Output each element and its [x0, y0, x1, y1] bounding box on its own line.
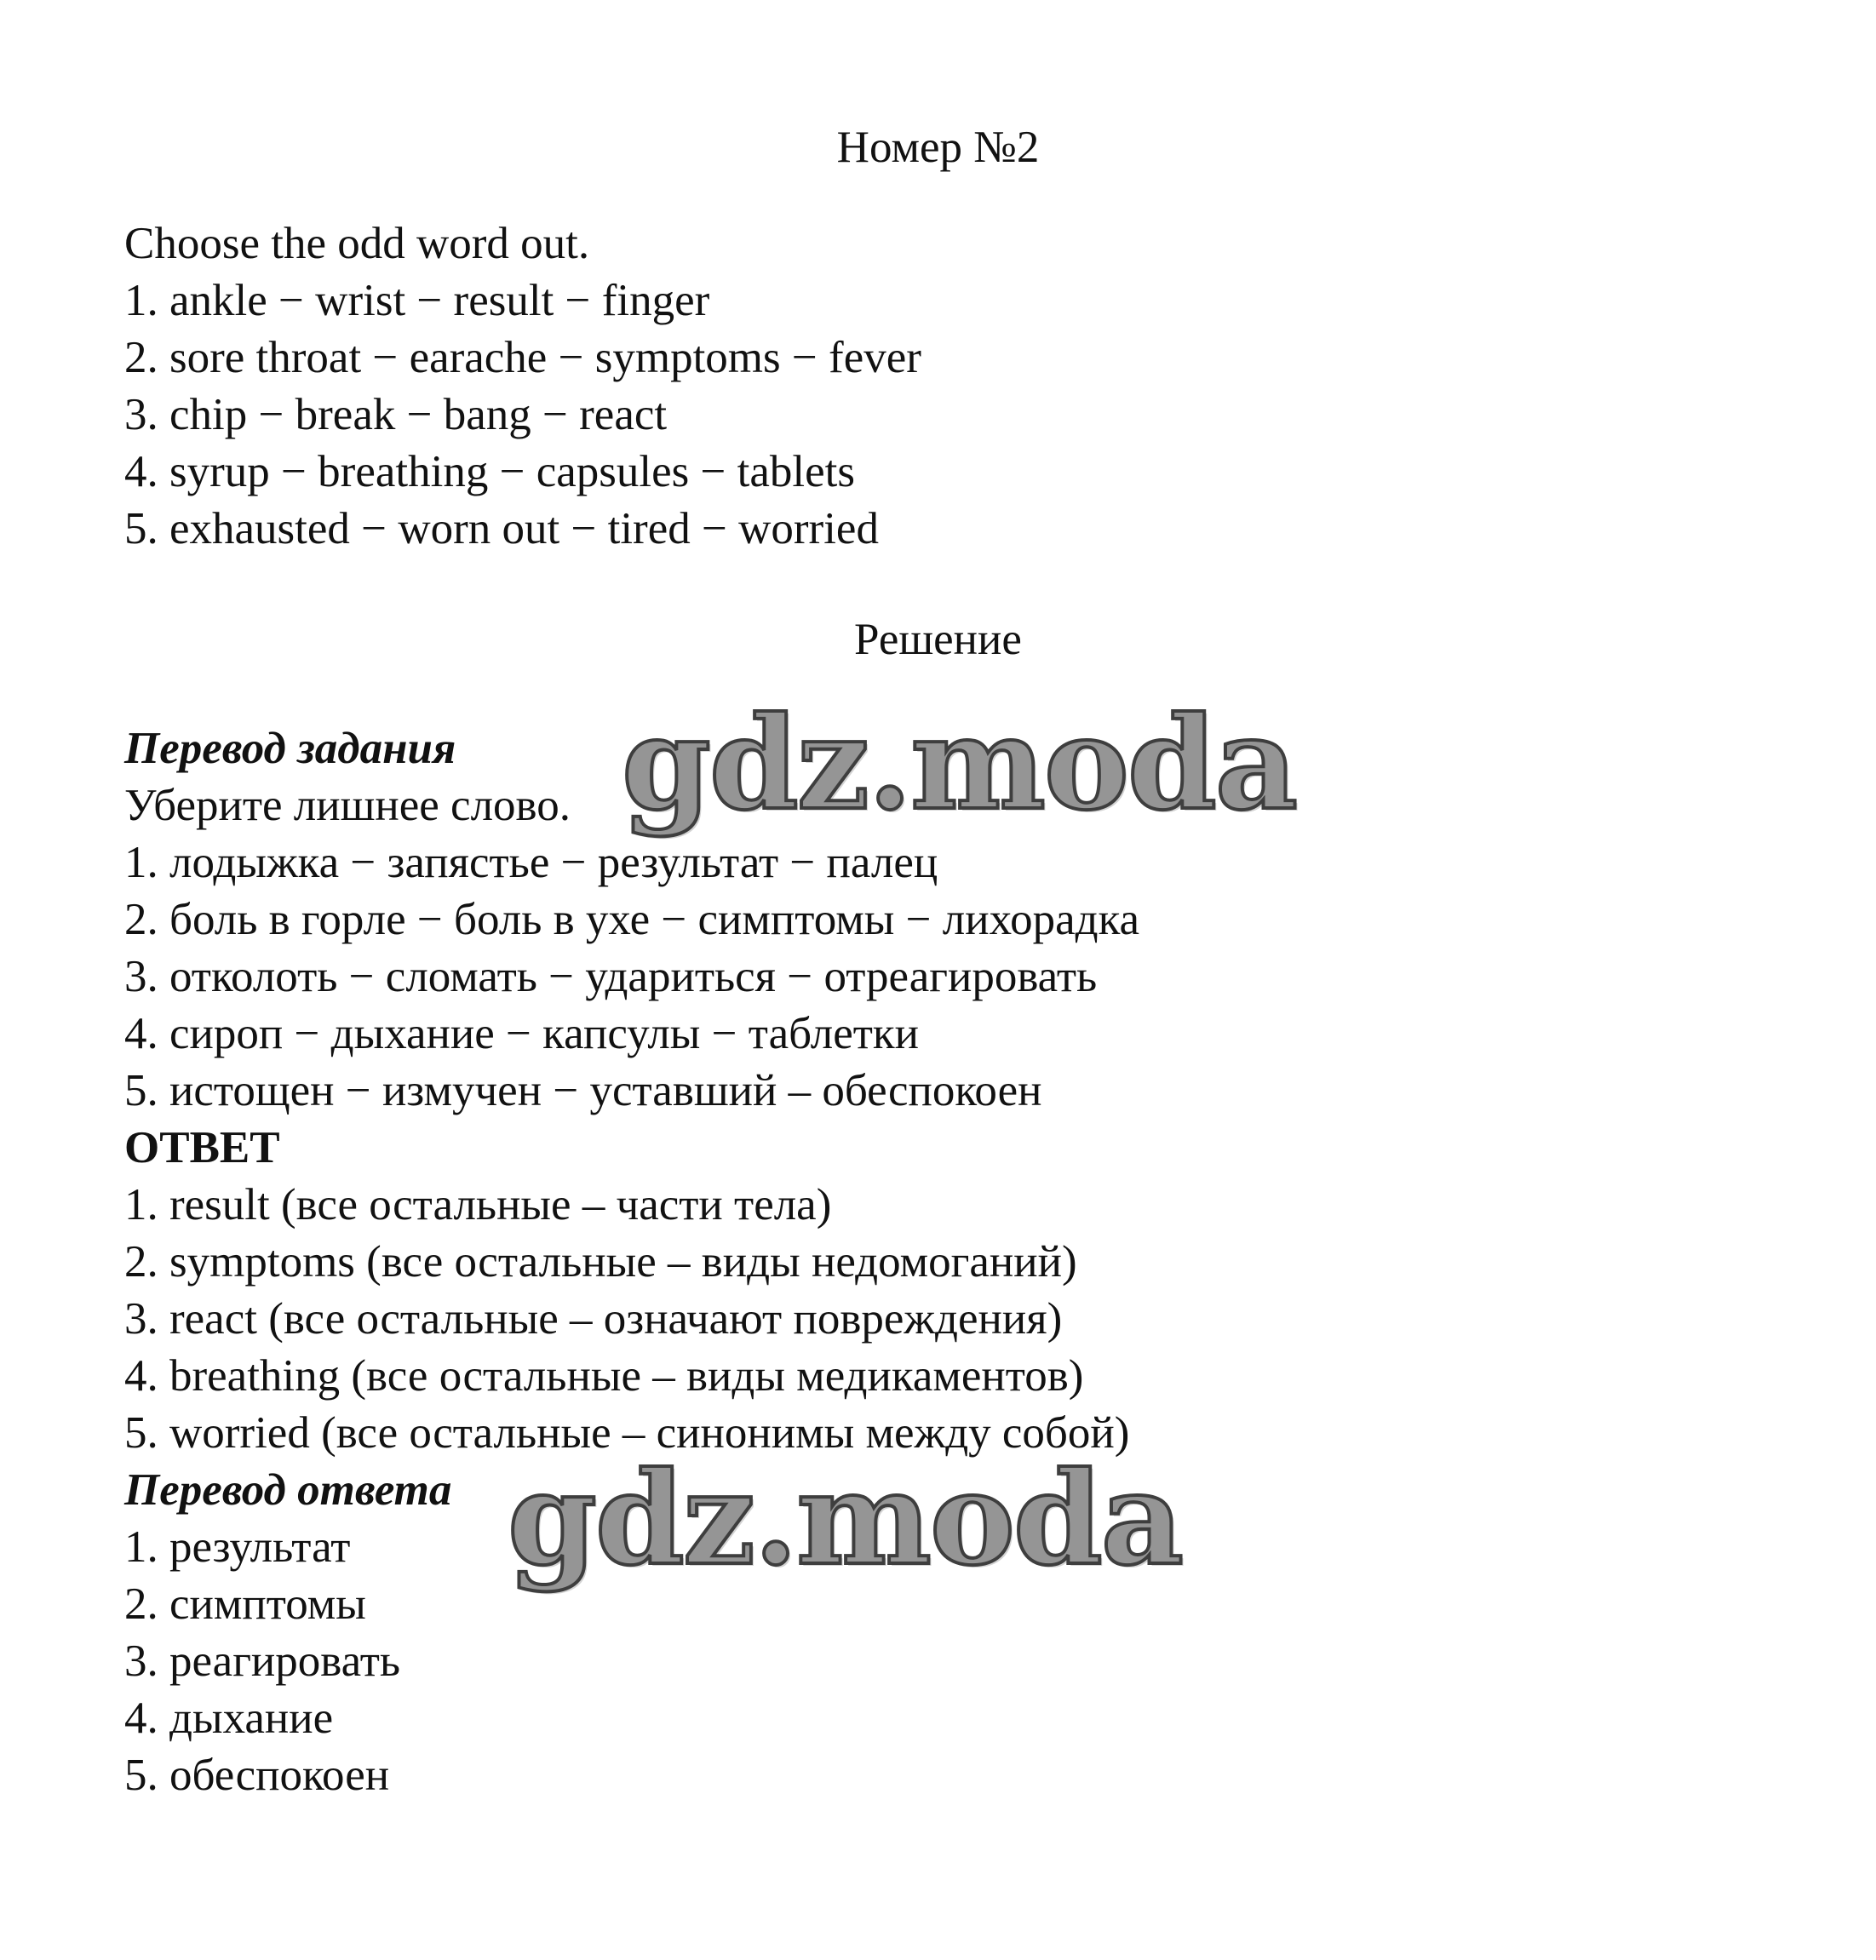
task-item: 3. chip − break − bang − react	[124, 390, 668, 439]
task-instruction: Choose the odd word out.	[124, 219, 590, 268]
task-translation-item: 4. сироп − дыхание − капсулы − таблетки	[124, 1009, 919, 1058]
task-translation-item: 5. истощен − измучен − уставший – обеспокоен	[124, 1066, 1042, 1115]
answer-heading: ОТВЕТ	[124, 1123, 280, 1172]
task-item: 1. ankle − wrist − result − finger	[124, 276, 710, 325]
task-translation-instruction: Уберите лишнее слово.	[124, 781, 571, 830]
answer-translation-item: 3. реагировать	[124, 1636, 401, 1686]
task-item: 5. exhausted − worn out − tired − worried	[124, 504, 879, 553]
answer-translation-heading: Перевод ответа	[124, 1465, 452, 1515]
solution-section	[124, 720, 1785, 1804]
task-translation-item: 3. отколоть − сломать − удариться − отреагировать	[124, 952, 1098, 1001]
watermark-logo: gdz.moda	[622, 689, 1297, 839]
task-translation-item: 1. лодыжка − запястье − результат − палец	[124, 838, 938, 887]
answer-translation-item: 1. результат	[124, 1522, 351, 1572]
answer-translation-item: 2. симптомы	[124, 1579, 366, 1629]
task-item: 2. sore throat − earache − symptoms − fever	[124, 333, 921, 382]
answer-translation-item: 4. дыхание	[124, 1694, 334, 1743]
answer-item: 1. result (все остальные – части тела)	[124, 1180, 832, 1229]
watermark-logo: gdz.moda	[508, 1444, 1183, 1594]
task-translation-item: 2. боль в горле − боль в ухе − симптомы − лихорадка	[124, 895, 1140, 944]
answer-translation-item: 5. обеспокоен	[124, 1751, 390, 1800]
answer-item: 3. react (все остальные – означают повреждения)	[124, 1294, 1063, 1344]
page-title: Номер №2	[836, 123, 1040, 172]
answer-item: 4. breathing (все остальные – виды медикаментов)	[124, 1351, 1084, 1401]
solution-heading: Решение	[854, 615, 1022, 664]
answer-item: 2. symptoms (все остальные – виды недомоганий)	[124, 1237, 1077, 1287]
task-translation-heading: Перевод задания	[124, 724, 456, 773]
task-section	[124, 215, 1785, 558]
answer-item: 5. worried (все остальные – синонимы между собой)	[124, 1408, 1130, 1458]
task-item: 4. syrup − breathing − capsules − tablets	[124, 447, 855, 496]
